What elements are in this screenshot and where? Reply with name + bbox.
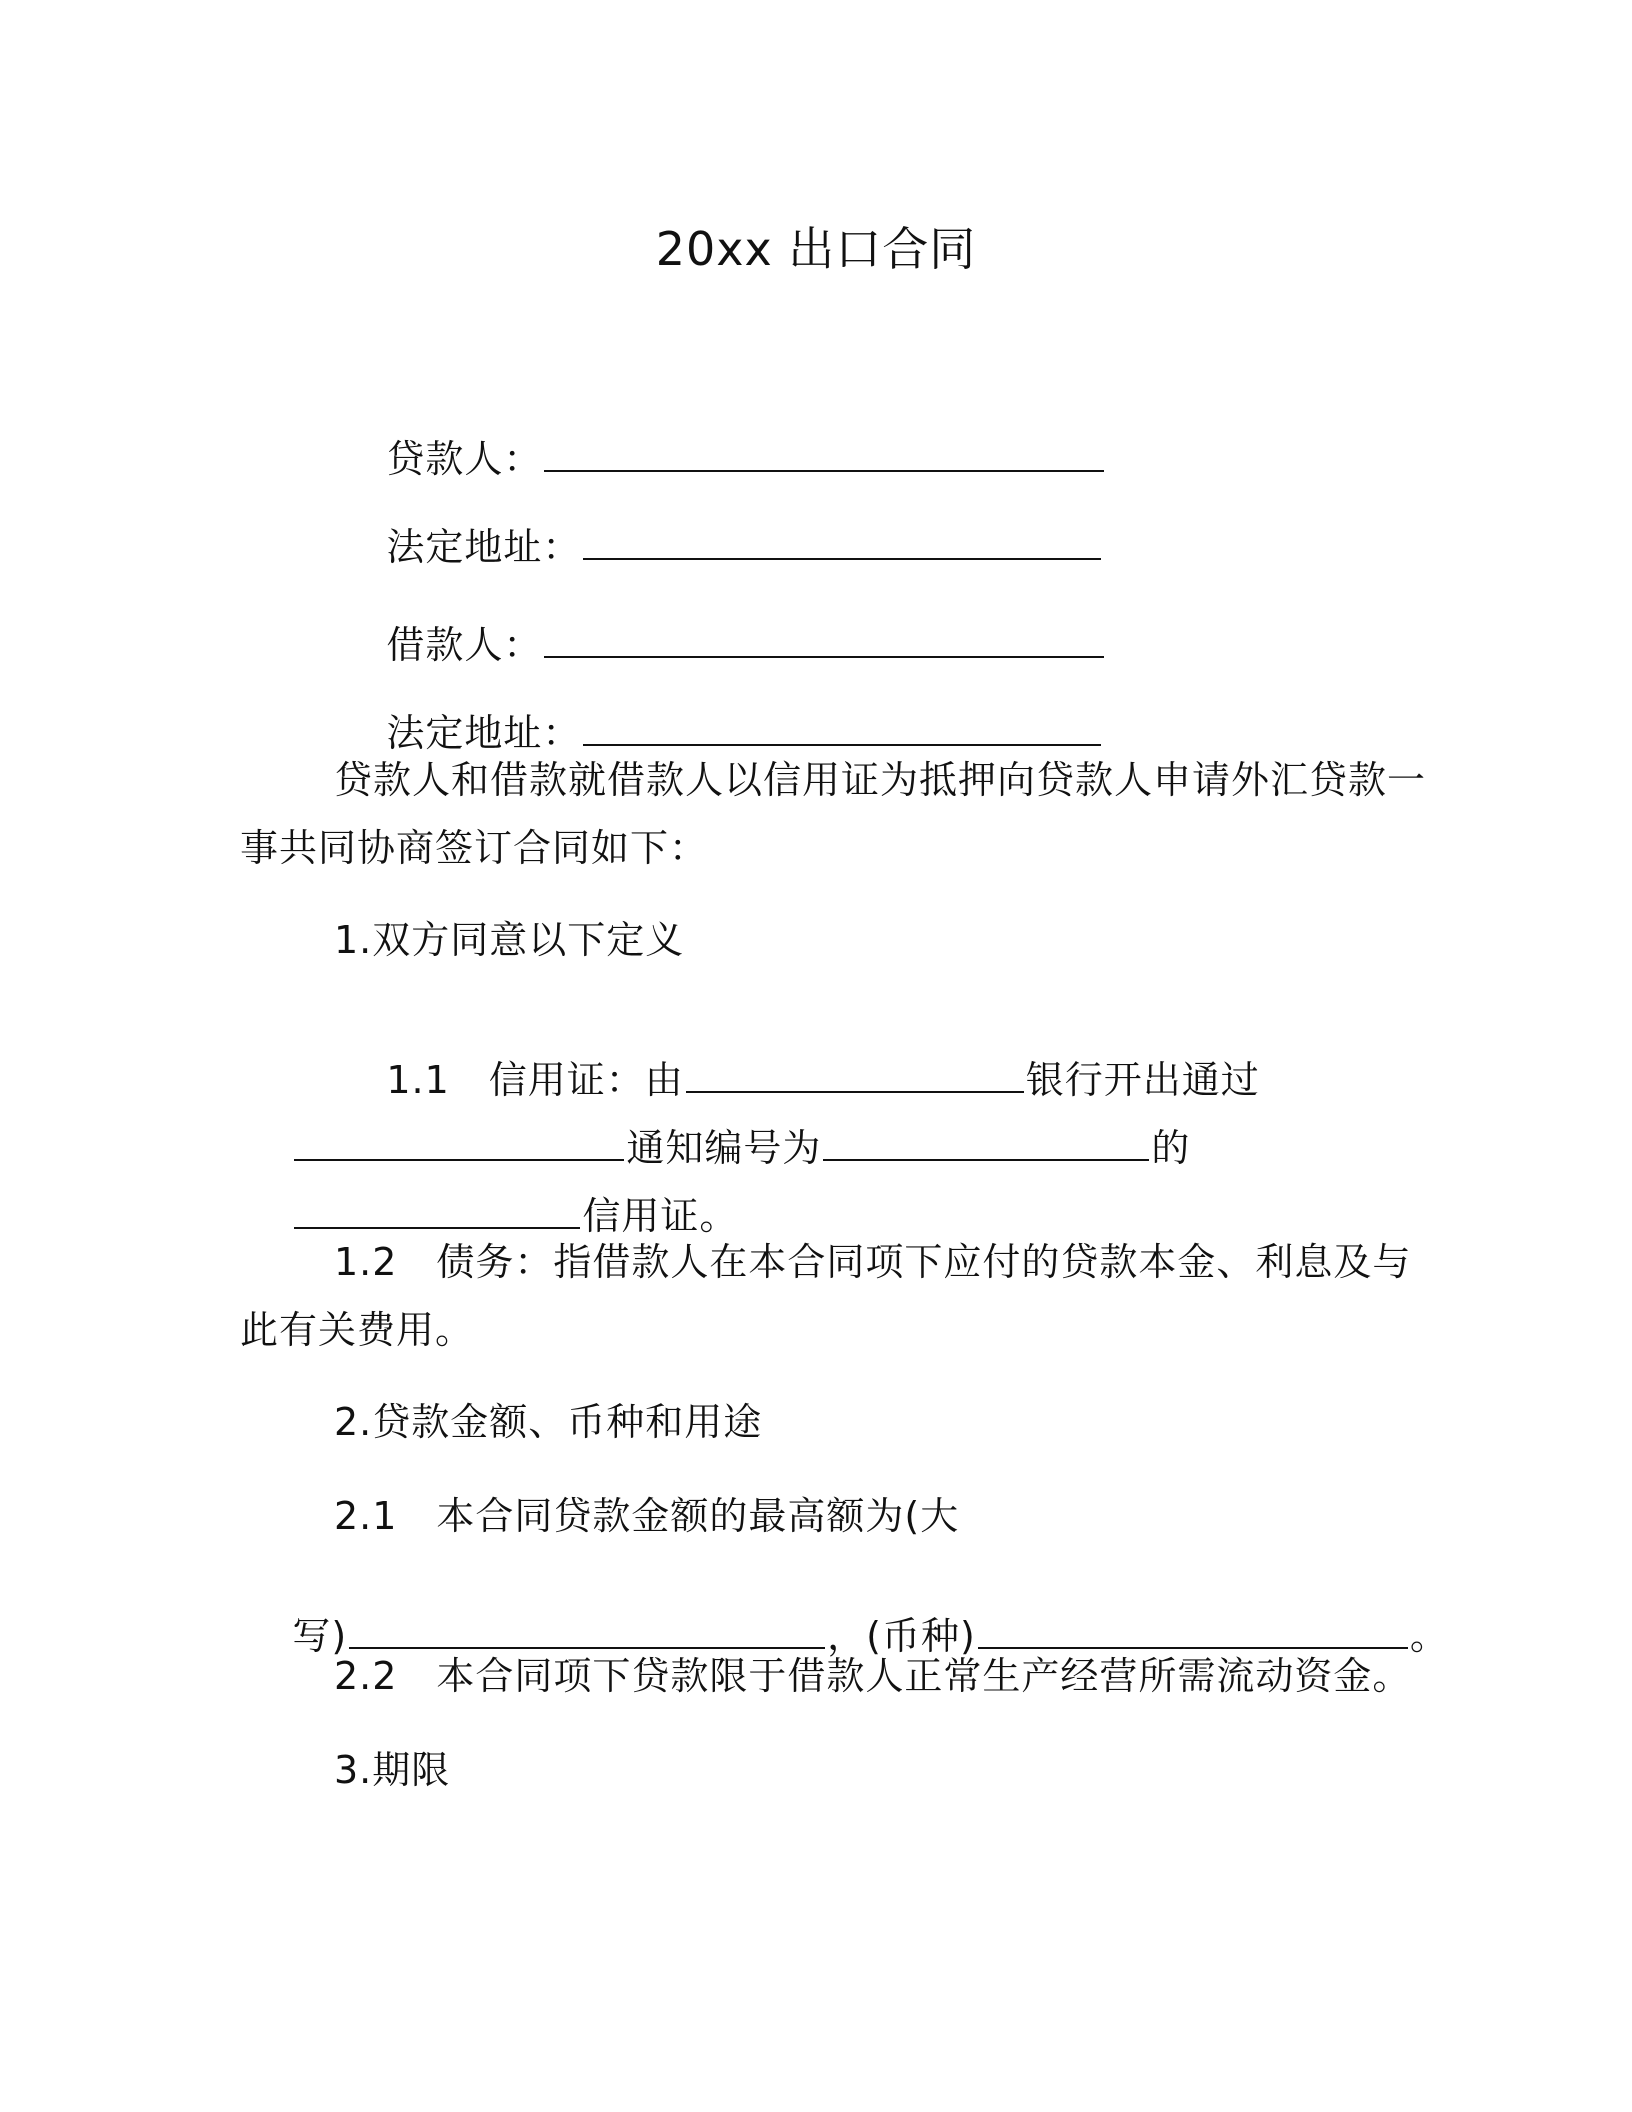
item-1-2-line-1: 1.2 债务：指借款人在本合同项下应付的贷款本金、利息及与: [334, 1240, 1412, 1284]
borrower-blank[interactable]: [544, 624, 1104, 658]
item-2-2: 2.2 本合同项下贷款限于借款人正常生产经营所需流动资金。: [334, 1654, 1412, 1698]
lender-address-blank[interactable]: [583, 526, 1101, 560]
item-2-1-prefix: 写): [292, 1613, 348, 1658]
borrower-label: 借款人：: [386, 622, 543, 667]
currency-blank[interactable]: [978, 1615, 1408, 1649]
item-1-1-after-blank1: 银行开出通过: [1025, 1057, 1260, 1102]
item-2-1-mid: ，(币种): [827, 1613, 976, 1658]
document-title: 20xx 出口合同: [655, 222, 977, 276]
item-1-2-line-2: 此有关费用。: [240, 1308, 475, 1352]
intro-line-1: 贷款人和借款就借款人以信用证为抵押向贷款人申请外汇贷款一: [334, 758, 1427, 802]
item-2-1-line-1: 2.1 本合同贷款金额的最高额为(大: [334, 1494, 960, 1538]
lc-type-blank[interactable]: [294, 1195, 580, 1229]
item-1-1-after-blank4: 信用证。: [582, 1193, 739, 1238]
borrower-address-label: 法定地址：: [386, 710, 582, 755]
item-2-1-end: 。: [1409, 1613, 1449, 1658]
item-1-1-prefix: 1.1 信用证：由: [386, 1057, 684, 1102]
lender-label: 贷款人：: [386, 436, 543, 481]
section-3-heading: 3.期限: [334, 1748, 451, 1792]
lender-blank[interactable]: [544, 438, 1104, 472]
item-1-1-after-blank3: 的: [1151, 1125, 1191, 1170]
item-1-1-after-blank2: 通知编号为: [626, 1125, 822, 1170]
borrower-address-blank[interactable]: [583, 712, 1101, 746]
amount-in-words-blank[interactable]: [349, 1615, 825, 1649]
section-2-heading: 2.贷款金额、币种和用途: [334, 1400, 763, 1444]
intro-line-2: 事共同协商签订合同如下：: [240, 826, 709, 870]
lender-address-label: 法定地址：: [386, 524, 582, 569]
section-1-heading: 1.双方同意以下定义: [334, 918, 685, 962]
notice-number-blank[interactable]: [823, 1127, 1149, 1161]
